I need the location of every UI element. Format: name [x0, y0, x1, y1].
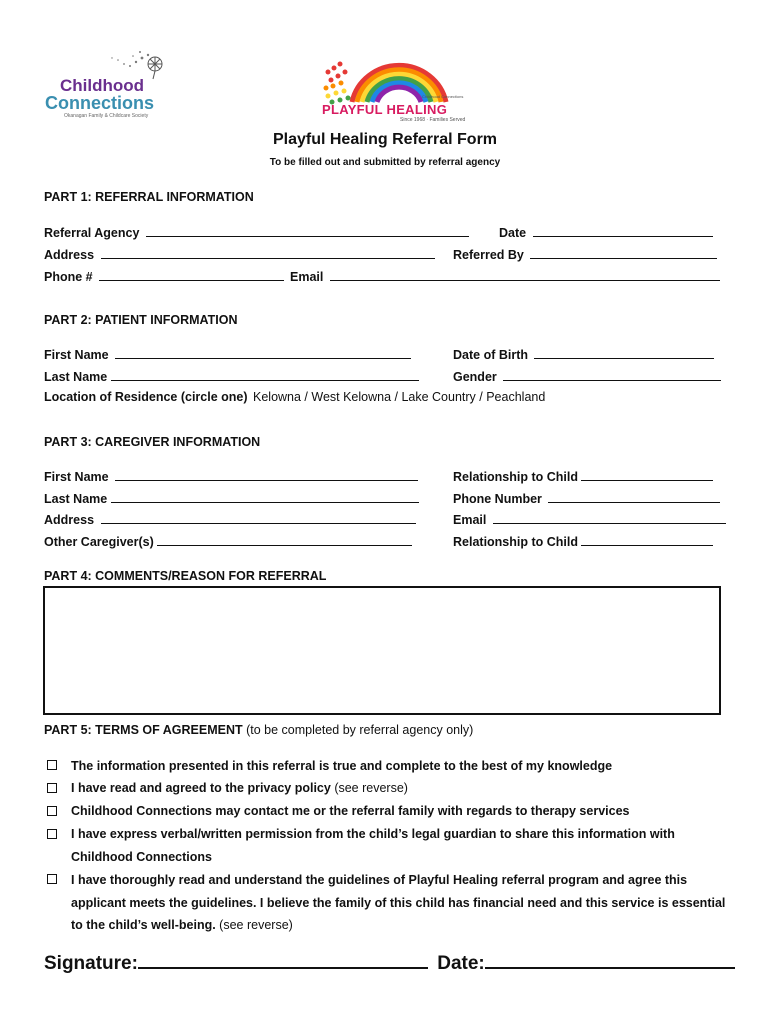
- ph-logo-top: Childhood Connections: [422, 94, 464, 99]
- term2-text: I have read and agreed to the privacy policy: [71, 781, 331, 795]
- email-field[interactable]: [290, 269, 720, 284]
- part4-heading: PART 4: COMMENTS/REASON FOR REFERRAL: [44, 569, 327, 583]
- term1-text: The information presented in this referral is true and complete to the best of my knowledge: [71, 759, 613, 773]
- gender-field[interactable]: [453, 369, 721, 384]
- part1-heading: PART 1: REFERRAL INFORMATION: [44, 190, 254, 204]
- term5-text: I have thoroughly read and understand the guidelines of Playful Healing referral program and agree this applicant meets the guidelines. I believe the family of this child has financial need and this service is essential to the child’s well-being.: [71, 873, 726, 932]
- relationship2-label: Relationship to Child: [453, 535, 578, 549]
- childhood-connections-logo: [44, 44, 169, 124]
- phone-line[interactable]: [99, 269, 284, 281]
- term5-note: (see reverse): [219, 918, 293, 932]
- gender-label: Gender: [453, 370, 497, 384]
- page-subtitle: To be filled out and submitted by referral agency: [269, 157, 501, 168]
- caregiver-phone-label: Phone Number: [453, 492, 542, 506]
- term2-row: [71, 777, 731, 800]
- term4-text: I have express verbal/written permission from the child’s legal guardian to share this information with Childhood Connections: [71, 827, 675, 864]
- referred-by-label: Referred By: [453, 248, 524, 262]
- playful-healing-logo: [318, 42, 466, 126]
- phone-field[interactable]: [44, 269, 284, 284]
- referred-by-line[interactable]: [530, 247, 717, 259]
- address-field[interactable]: [44, 247, 435, 262]
- signature-date-label: Date:: [437, 953, 485, 974]
- residence-field[interactable]: [44, 390, 545, 404]
- logo-line-connections: Connections: [45, 93, 155, 113]
- term2-note: (see reverse): [334, 781, 408, 795]
- signature-date-line[interactable]: [485, 952, 735, 969]
- residence-options[interactable]: Kelowna / West Kelowna / Lake Country / Peachland: [253, 390, 546, 404]
- patient-last-name-field[interactable]: [44, 369, 419, 384]
- date-field[interactable]: [499, 225, 713, 240]
- relationship2-field[interactable]: [453, 534, 713, 549]
- caregiver-last-name-label: Last Name: [44, 492, 108, 506]
- dob-field[interactable]: [453, 347, 714, 362]
- email-label: Email: [290, 270, 324, 284]
- term4-checkbox[interactable]: [47, 829, 57, 839]
- signature-label: Signature:: [44, 953, 138, 974]
- patient-last-name-label: Last Name: [44, 370, 108, 384]
- caregiver-address-field[interactable]: [44, 512, 416, 527]
- address-line[interactable]: [101, 247, 435, 259]
- relationship-line[interactable]: [581, 469, 713, 481]
- ph-logo-tagline: Since 1968 · Families Served: [400, 117, 466, 123]
- patient-first-name-label: First Name: [44, 348, 109, 362]
- signature-line[interactable]: [138, 952, 428, 969]
- caregiver-address-line[interactable]: [101, 512, 416, 524]
- relationship-field[interactable]: [453, 469, 713, 484]
- referral-agency-label: Referral Agency: [44, 226, 140, 240]
- comments-textarea[interactable]: [43, 586, 721, 715]
- part2-heading: PART 2: PATIENT INFORMATION: [44, 313, 238, 327]
- residence-label: Location of Residence (circle one): [44, 390, 248, 404]
- caregiver-phone-line[interactable]: [548, 491, 720, 503]
- other-caregivers-field[interactable]: [44, 534, 412, 549]
- term1-checkbox[interactable]: [47, 760, 57, 770]
- relationship-label: Relationship to Child: [453, 470, 578, 484]
- other-caregivers-line[interactable]: [157, 534, 412, 546]
- caregiver-address-label: Address: [44, 513, 95, 527]
- patient-first-name-field[interactable]: [44, 347, 411, 362]
- part5-heading: PART 5: TERMS OF AGREEMENT: [44, 723, 243, 737]
- caregiver-last-name-field[interactable]: [44, 491, 419, 506]
- term5-checkbox[interactable]: [47, 874, 57, 884]
- logo-tagline: Okanagan Family & Childcare Society: [64, 113, 149, 119]
- part5-heading-row: [44, 723, 473, 737]
- term5-row: [71, 869, 731, 937]
- caregiver-phone-field[interactable]: [453, 491, 720, 506]
- part3-heading: PART 3: CAREGIVER INFORMATION: [44, 435, 261, 449]
- date-label: Date: [499, 226, 527, 240]
- dob-line[interactable]: [534, 347, 714, 359]
- signature-row: [44, 952, 735, 975]
- caregiver-first-name-label: First Name: [44, 470, 109, 484]
- referral-agency-field[interactable]: [44, 225, 469, 240]
- page-title: Playful Healing Referral Form: [272, 131, 498, 148]
- date-line[interactable]: [533, 225, 713, 237]
- dob-label: Date of Birth: [453, 348, 528, 362]
- patient-first-name-line[interactable]: [115, 347, 411, 359]
- caregiver-first-name-field[interactable]: [44, 469, 418, 484]
- caregiver-last-name-line[interactable]: [111, 491, 419, 503]
- patient-last-name-line[interactable]: [111, 369, 419, 381]
- phone-label: Phone #: [44, 270, 93, 284]
- email-line[interactable]: [330, 269, 720, 281]
- gender-line[interactable]: [503, 369, 721, 381]
- caregiver-email-label: Email: [453, 513, 487, 527]
- caregiver-first-name-line[interactable]: [115, 469, 418, 481]
- part5-note: (to be completed by referral agency only): [246, 723, 474, 737]
- ph-logo-name: PLAYFUL HEALING: [322, 102, 448, 117]
- term2-checkbox[interactable]: [47, 783, 57, 793]
- address-label: Address: [44, 248, 95, 262]
- caregiver-email-line[interactable]: [493, 512, 726, 524]
- referred-by-field[interactable]: [453, 247, 717, 262]
- term3-checkbox[interactable]: [47, 806, 57, 816]
- logo-line-childhood: Childhood: [60, 76, 145, 95]
- relationship2-line[interactable]: [581, 534, 713, 546]
- other-caregivers-label: Other Caregiver(s): [44, 535, 154, 549]
- referral-agency-line[interactable]: [146, 225, 469, 237]
- caregiver-email-field[interactable]: [453, 512, 726, 527]
- term3-text: Childhood Connections may contact me or the referral family with regards to therapy services: [71, 804, 630, 818]
